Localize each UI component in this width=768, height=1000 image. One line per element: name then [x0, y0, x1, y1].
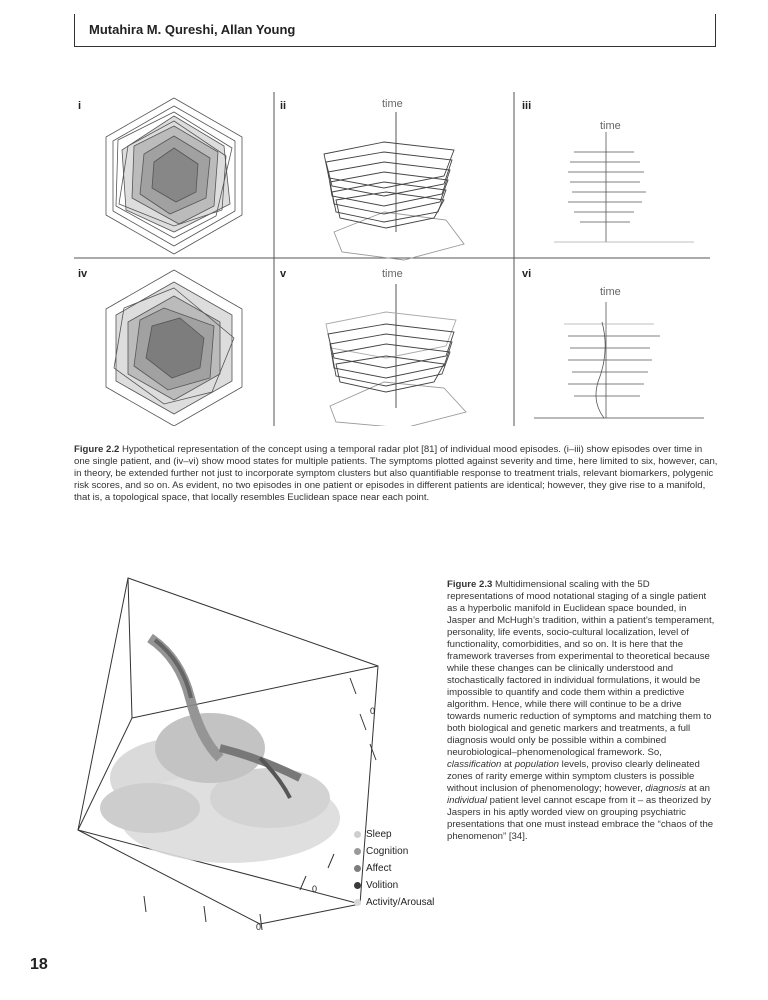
legend-item-volition: Volition [354, 877, 434, 894]
caption-label: Figure 2.3 [447, 579, 493, 590]
panel-label-ii: ii [280, 100, 287, 112]
time-label-vi: time [600, 286, 621, 298]
legend-swatch [354, 882, 361, 889]
panel-label-i: i [78, 100, 82, 112]
legend-swatch [354, 831, 361, 838]
legend-swatch [354, 848, 361, 855]
axis-zero-bottom-right: 0 [312, 884, 318, 894]
figure-2-3-legend [354, 826, 434, 911]
figure-2-2 [74, 92, 714, 426]
radar-plot-iv [106, 270, 242, 426]
temporal-stack-v [326, 284, 466, 426]
caption-text: Hypothetical representation of the concept using a temporal radar plot [81] of individual mood episodes. (i–iii) show episodes over time in one single patient, and (iv–vi) show mood states for multiple patients. The symptoms plotted against severity and time, here limited to six, however, can, in theory, be extended further not just to incorporate symptom clusters but also quantifiable response to treatment trials, relevant biomarkers, polygenic risk scores, and so on. As evident, no two episodes in one patient or episodes in different patients are identical; however, they give rise to a manifold, that is, a topological space, that locally resembles Euclidean space near each point. [74, 444, 718, 503]
legend-swatch [354, 865, 361, 872]
panel-label-v: v [280, 268, 287, 280]
caption-label: Figure 2.2 [74, 444, 120, 455]
manifold-cloud [100, 638, 340, 863]
radar-plot-i [106, 98, 242, 254]
time-label-ii: time [382, 98, 403, 110]
temporal-side-vi [534, 302, 704, 418]
figure-2-2-graphic [74, 92, 714, 426]
time-label-iii: time [600, 120, 621, 132]
page-number: 18 [30, 956, 48, 973]
header-authors: Mutahira M. Qureshi, Allan Young [89, 22, 296, 37]
legend-item-affect: Affect [354, 860, 434, 877]
figure-2-3-caption: Figure 2.3 Multidimensional scaling with the 5D representations of mood notational staging of a single patient as a hyperbolic manifold in Euclidean space bounded, in Jasper and McHugh’s tradition, within a patient’s temperament, personality, life events, socio-cultural localization, level of functionality, comorbidities, and so on. It is here that the framework traverses from experimental to theoretical because while these changes can be clinically understood and stochastically factored in individual formulations, it would be impossible to quantify and code them within a predictive algorithm. Hence, while there will continue to be a drive towards numeric reduction of symptoms and matching them to both biological and genetic markers and treatments, a full diagnosis would only be possible within a combined neurobiological–phenomenological framework. So, classification at population levels, proviso clearly delineated zones of rarity emerge within symptom clusters is possible without inclusion of phenomenology; however, diagnosis at an individual patient level cannot escape from it – as theorized by Jaspers in his aptly worded view on grouping psychiatric presentations that one must instead embrace the “chaos of the phenomenon” [34]. [447, 579, 715, 842]
panel-label-vi: vi [522, 268, 532, 280]
legend-swatch [354, 899, 361, 906]
temporal-stack-ii [324, 112, 464, 260]
legend-item-cognition: Cognition [354, 843, 434, 860]
axis-zero-right: 0 [370, 706, 376, 716]
temporal-side-iii [554, 132, 694, 242]
legend-item-sleep: Sleep [354, 826, 434, 843]
axis-zero-bottom: 0 [256, 922, 262, 932]
panel-label-iii: iii [522, 100, 532, 112]
running-header [74, 14, 716, 47]
time-label-v: time [382, 268, 403, 280]
figure-2-2-caption [74, 444, 718, 504]
legend-item-activity: Activity/Arousal [354, 894, 434, 911]
panel-label-iv: iv [78, 268, 88, 280]
